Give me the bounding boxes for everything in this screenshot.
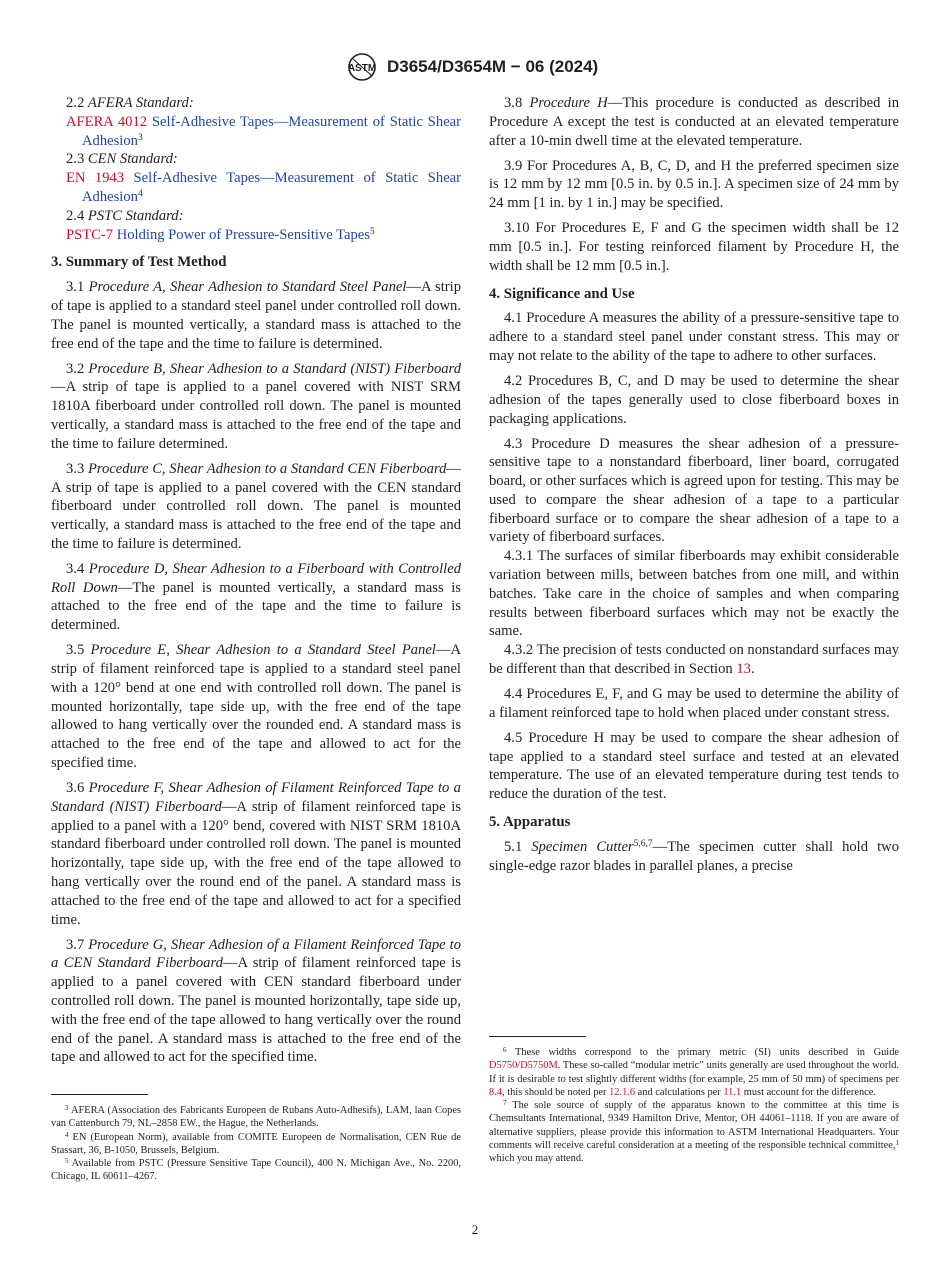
para-3-8: 3.8 Procedure H—This procedure is conducted as described in Procedure A except the test is conducted at an elevated temperature after a 10-min dwell time at the elevated temperature. xyxy=(489,95,899,149)
para-3-3: 3.3 Procedure C, Shear Adhesion to a Standard CEN Fiberboard—A strip of tape is applied to a panel covered with the CEN standard fiberboard under controlled roll down. The panel is mounted vertically, a standard mass is attached to the free end of the tape and the time to failure is determined. xyxy=(51,460,461,552)
footnote-7: $^7$ The sole source of supply of the apparatus known to the committee at this time is Chemsultants International, 9349 Hamilton Drive, Mentor, OH 44061–1118. If you are aware of alternative suppliers, please provide this information to ASTM International Headquarters. Your comments will receive careful consideration at a meeting of the responsible technical committee,$^1$ which you may attend. xyxy=(489,1099,899,1165)
para-4-1: 4.1 Procedure A measures the ability of a pressure-sensitive tape to adhere to a standard steel panel under constant stress. This may or may not relate to the ability of the tape to adhere to other surfaces. xyxy=(489,310,899,364)
page-number: 2 xyxy=(471,1222,479,1237)
para-3-1: 3.1 Procedure A, Shear Adhesion to Standard Steel Panel—A strip of tape is applied to a standard steel panel under controlled roll down. The panel is mounted vertically, a standard mass is attached to the free end of the tape and the time to failure is determined. xyxy=(51,279,461,352)
footnotes-right xyxy=(489,1046,899,1166)
afera-title-link[interactable]: Self-Adhesive Tapes—Measurement of Static Shear Adhesion xyxy=(82,113,462,149)
page-header xyxy=(0,52,950,86)
para-3-6: 3.6 Procedure F, Shear Adhesion of Filament Reinforced Tape to a Standard (NIST) Fiberboard—A strip of filament reinforced tape is applied to a panel with a 120° bend, covered with NIST SRM 1810A standard fiberboard under controlled roll down. The panel is mounted horizontally, tape side up, with the free end of the tape allowed to hang vertically over the round end of the panel. A standard mass is attached to the free end of the tape and allowed to act for a specified time. xyxy=(51,780,461,928)
ref-2-2-heading: 2.2 AFERA Standard: xyxy=(66,95,194,111)
footnote-4: $^4$ EN (European Norm), available from COMITE Europeen de Normalisation, CEN Rue de Stassart, 36, B-1050, Brussels, Belgium. xyxy=(51,1130,461,1156)
ref-2-4-heading: 2.4 PSTC Standard: xyxy=(66,207,184,224)
footnote-rule-left xyxy=(51,1094,148,1095)
para-4-5: 4.5 Procedure H may be used to compare the shear adhesion of tape applied to a standard steel surface and tested at an elevated temperature. The use of an elevated temperature during test tends to reduce the duration of the test. xyxy=(489,729,899,803)
para-3-9: 3.9 For Procedures A, B, C, D, and H the preferred specimen size is 12 mm by 12 mm [0.5 in. by 0.5 in.]. A specimen size of 24 mm by 24 mm [1 in. by 1 in.] may be specified. xyxy=(489,157,899,212)
footnote-3: $^3$ AFERA (Association des Fabricants Europeen de Rubans Auto-Adhesifs), LAM, laan Copes van Cattenburch 79, NL–2858 EW., the Hague, the Netherlands. xyxy=(51,1104,461,1130)
footnotes-left xyxy=(51,1104,461,1184)
pstc-7-link[interactable]: PSTC-7 xyxy=(66,226,114,243)
afera-4012-link[interactable]: AFERA 4012 xyxy=(66,113,148,130)
para-5-1: 5.1 Specimen Cutter$^{5,6,7}$—The specimen cutter shall hold two single-edge razor blades in parallel planes, a precise xyxy=(489,838,899,874)
d5750-link[interactable]: D5750/D5750M xyxy=(489,1060,558,1072)
section-13-link[interactable]: 13 xyxy=(736,661,751,678)
astm-logo-icon xyxy=(343,52,381,82)
left-column xyxy=(51,94,461,1067)
para-4-3: 4.3 Procedure D measures the shear adhesion of a pressure-sensitive tape to a nonstandard fiberboard, liner board, corrugated board, or other surfaces which is agreed upon for testing. This may be used to compare the shear adhesion of a tape to a particular fiberboard surface or to compare the shear adhesion of a tape to a variety of fiberboard surfaces. xyxy=(489,435,899,546)
para-3-2: 3.2 Procedure B, Shear Adhesion to a Standard (NIST) Fiberboard—A strip of tape is applied to a panel covered with NIST SRM 1810A fiberboard under controlled roll down. The panel is mounted vertically, a standard mass is attached to the free end of the tape and the time to failure determined. xyxy=(51,360,461,452)
section-4-heading: 4. Significance and Use xyxy=(489,285,635,302)
section-8-4-link[interactable]: 8.4 xyxy=(489,1086,502,1098)
para-4-4: 4.4 Procedures E, F, and G may be used to determine the ability of a filament reinforced tape to hold when placed under constant stress. xyxy=(489,686,899,721)
footnote-6: $^6$ These widths correspond to the primary metric (SI) units described in Guide D5750/D5750M. These so-called “modular metric” units generally are used throughout the world. If it is desirable to test slightly different widths (for example, 25 mm of 50 mm) of specimens per 8.4, this should be noted per 12.1.6 and calculations per 11.1 must account for the difference. xyxy=(489,1046,899,1098)
para-3-10: 3.10 For Procedures E, F and G the specimen width shall be 12 mm [0.5 in.]. For testing reinforced filament by Procedure H, the width shall be 12 mm [0.5 in.]. xyxy=(489,220,899,274)
para-4-3-2: 4.3.2 The precision of tests conducted on nonstandard surfaces may be different than that described in Section 13. xyxy=(489,642,899,678)
section-12-1-6-link[interactable]: 12.1.6 xyxy=(609,1086,636,1098)
para-3-4: 3.4 Procedure D, Shear Adhesion to a Fiberboard with Controlled Roll Down—The panel is mounted vertically, a standard mass is attached to the free end of the tape and the time to failure is determined. xyxy=(51,560,461,634)
para-4-2: 4.2 Procedures B, C, and D may be used to determine the shear adhesion of the tapes generally used to close fiberboard boxes in packaging applications. xyxy=(489,372,899,427)
para-3-5: 3.5 Procedure E, Shear Adhesion to a Standard Steel Panel—A strip of filament reinforced tape is applied to a standard steel panel with a 120° bend at one end with controlled roll down. The panel is mounted horizontally, tape side up, with the free end of the tape allowed to hang vertically over the rounded end. A standard mass is attached to the free end of the tape and allowed to act for the specified time. xyxy=(51,642,461,772)
para-3-7-start: 3.7 Procedure G, Shear Adhesion of a Filament Reinforced Tape to a CEN Standard Fiberboard—A strip of filament reinforced tape is applied to a panel covered with CEN standard fiberboard under controlled roll down. The panel is mounted horizontally, tape side up, with the free end of the tape allowed to hang vertically over the round end of the panel. A standard mass is attached to the free end of the tape and allowed to act for the specified time. xyxy=(51,936,461,1066)
en-title-link[interactable]: Self-Adhesive Tapes—Measurement of Static Shear Adhesion xyxy=(82,170,462,205)
document-designation: D3654/D3654M − 06 (2024) xyxy=(387,57,599,76)
section-11-1-link[interactable]: 11.1 xyxy=(723,1086,742,1098)
pstc-title-link[interactable]: Holding Power of Pressure-Sensitive Tapes xyxy=(116,226,370,243)
section-3-heading: 3. Summary of Test Method xyxy=(51,254,227,271)
ref-afera-4012: AFERA 4012 Self-Adhesive Tapes—Measurement of Static Shear Adhesion$^3$ xyxy=(66,113,462,149)
ref-en-1943: EN 1943 Self-Adhesive Tapes—Measurement of Static Shear Adhesion$^4$ xyxy=(66,170,462,205)
ref-pstc-7: PSTC-7 Holding Power of Pressure-Sensitive Tapes$^5$ xyxy=(66,226,375,243)
right-column xyxy=(489,94,899,875)
section-5-heading: 5. Apparatus xyxy=(489,814,571,831)
en-1943-link[interactable]: EN 1943 xyxy=(66,170,125,187)
footnote-rule-right xyxy=(489,1036,586,1037)
ref-2-3-heading: 2.3 CEN Standard: xyxy=(66,151,178,168)
para-4-3-1: 4.3.1 The surfaces of similar fiberboards may exhibit considerable variation between mills, between batches from one mill, and within batches. Take care in the choice of samples and when comparing results between fiberboard surfaces which may not be exactly the same. xyxy=(489,548,899,640)
svg-text:ASTM: ASTM xyxy=(347,63,377,74)
footnote-5: $^5$ Available from PSTC (Pressure Sensitive Tape Council), 400 N. Michigan Ave., No. 2200, Chicago, IL 60611–4267. xyxy=(51,1157,462,1183)
